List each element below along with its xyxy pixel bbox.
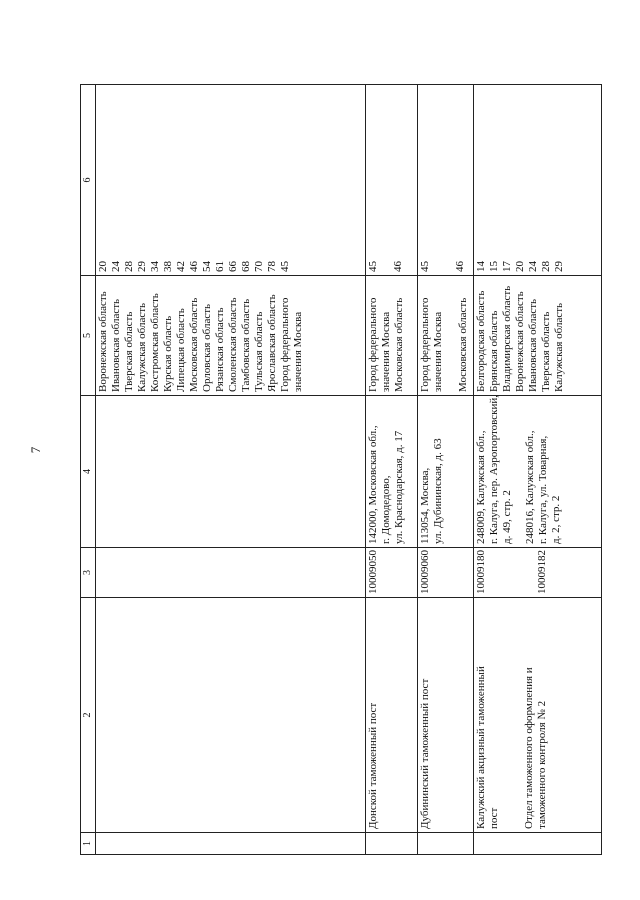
address-line: 248009, Калужская обл., — [475, 430, 487, 544]
col-header-2: 2 — [81, 598, 96, 833]
cell-region-codes — [96, 85, 366, 276]
region: Ивановская область — [526, 298, 539, 392]
region: Город федерального — [367, 297, 379, 392]
region: Калужская область — [135, 302, 148, 392]
region-code: 46 — [187, 261, 200, 272]
address-line: г. Домодедово, — [379, 475, 392, 544]
table-row — [474, 85, 602, 855]
region-code: 70 — [252, 261, 265, 272]
region: Воронежская область — [97, 291, 109, 392]
address-line: 113054, Москва, — [419, 467, 431, 544]
region: значения Москва — [291, 311, 304, 392]
col-header-1: 1 — [81, 833, 96, 855]
region-code: 17 — [500, 261, 513, 272]
region: Рязанская область — [213, 307, 226, 392]
post-code: 10009180 — [475, 550, 487, 594]
region: Курская область — [161, 315, 174, 392]
cell-regions — [366, 276, 418, 396]
region-code: 46 — [391, 261, 404, 272]
cell-regions — [418, 276, 474, 396]
table-row — [96, 85, 366, 855]
cell-region-codes — [474, 85, 602, 276]
rotated-table-sheet — [80, 85, 602, 855]
cell-index — [96, 833, 366, 855]
region: значения Москва — [379, 311, 392, 392]
cell-address — [96, 396, 366, 548]
region-code: 24 — [109, 261, 122, 272]
cell-address — [418, 396, 474, 548]
region: значения Москва — [431, 311, 444, 392]
column-number-row — [81, 85, 96, 855]
region-code: 15 — [487, 261, 500, 272]
cell-post-name: Дубининский таможенный пост — [418, 598, 474, 833]
region-code: 45 — [278, 261, 291, 272]
col-header-5: 5 — [81, 276, 96, 396]
region: Воронежская область — [513, 291, 526, 392]
customs-posts-table — [80, 84, 602, 855]
col-header-6: 6 — [81, 85, 96, 276]
address-line: д. 49, стр. 2 — [500, 490, 513, 544]
cell-post-code: 10009060 — [418, 548, 474, 598]
post-code: 10009182 — [535, 550, 548, 594]
cell-post-name — [96, 598, 366, 833]
address-line: д. 2, стр. 2 — [549, 495, 562, 544]
region: Тамбовская область — [239, 298, 252, 392]
col-header-3: 3 — [81, 548, 96, 598]
cell-address — [474, 396, 602, 548]
cell-region-codes — [418, 85, 474, 276]
region-code: 45 — [367, 261, 379, 272]
address-line: 248016, Калужская обл., — [523, 430, 536, 544]
region: Ярославская область — [265, 294, 278, 392]
cell-post-name — [474, 598, 602, 833]
region: Город федерального — [419, 297, 431, 392]
cell-address — [366, 396, 418, 548]
col-header-4: 4 — [81, 396, 96, 548]
address-line: г. Калуга, пер. Аэропортовский, — [487, 394, 500, 544]
cell-region-codes — [366, 85, 418, 276]
region-code: 45 — [419, 261, 431, 272]
cell-index — [474, 833, 602, 855]
post-name-line: Калужский акцизный таможенный — [475, 666, 487, 829]
region-code: 78 — [265, 261, 278, 272]
region-code: 66 — [226, 261, 239, 272]
region-code: 46 — [453, 261, 466, 272]
page-number: 7 — [28, 446, 43, 454]
region-code: 20 — [513, 261, 526, 272]
region: Московская область — [456, 297, 469, 392]
region: Город федерального — [278, 297, 291, 392]
address-line: ул. Краснодарская, д. 17 — [392, 430, 405, 544]
address-line: 142000, Московская обл., — [367, 425, 379, 544]
region: Ивановская область — [109, 298, 122, 392]
cell-post-code: 10009050 — [366, 548, 418, 598]
region: Орловская область — [200, 303, 213, 392]
cell-post-code — [474, 548, 602, 598]
region: Московская область — [187, 297, 200, 392]
region: Тверская область — [539, 311, 552, 392]
region-code: 42 — [174, 261, 187, 272]
post-name-line: пост — [487, 807, 500, 829]
cell-regions — [474, 276, 602, 396]
region-code: 24 — [526, 261, 539, 272]
region-code: 34 — [148, 261, 161, 272]
post-name-line: Отдел таможенного оформления и — [522, 667, 535, 829]
table-row — [418, 85, 474, 855]
region-code: 20 — [97, 261, 109, 272]
table-row — [366, 85, 418, 855]
region: Тверская область — [122, 311, 135, 392]
address-line: ул. Дубининская, д. 63 — [431, 438, 444, 544]
region-code: 61 — [213, 261, 226, 272]
region: Московская область — [392, 297, 405, 392]
cell-post-name: Донской таможенный пост — [366, 598, 418, 833]
region-code: 54 — [200, 261, 213, 272]
address-line: г. Калуга, ул. Товарная, — [536, 435, 549, 544]
cell-index — [366, 833, 418, 855]
region-code: 28 — [122, 261, 135, 272]
region: Липецкая область — [174, 308, 187, 392]
post-name-line: таможенного контроля № 2 — [535, 700, 548, 829]
region-code: 28 — [539, 261, 552, 272]
region: Брянская область — [487, 310, 500, 392]
region-code: 38 — [161, 261, 174, 272]
region: Владимирская область — [500, 285, 513, 392]
region-code: 29 — [552, 261, 565, 272]
region-code: 14 — [475, 261, 487, 272]
cell-post-code — [96, 548, 366, 598]
region-code: 29 — [135, 261, 148, 272]
cell-index — [418, 833, 474, 855]
region: Костромская область — [148, 293, 161, 392]
region: Тульская область — [252, 311, 265, 392]
cell-regions — [96, 276, 366, 396]
region: Смоленская область — [226, 297, 239, 392]
region: Белгородская область — [475, 290, 487, 392]
region: Калужская область — [552, 302, 565, 392]
region-code: 68 — [239, 261, 252, 272]
